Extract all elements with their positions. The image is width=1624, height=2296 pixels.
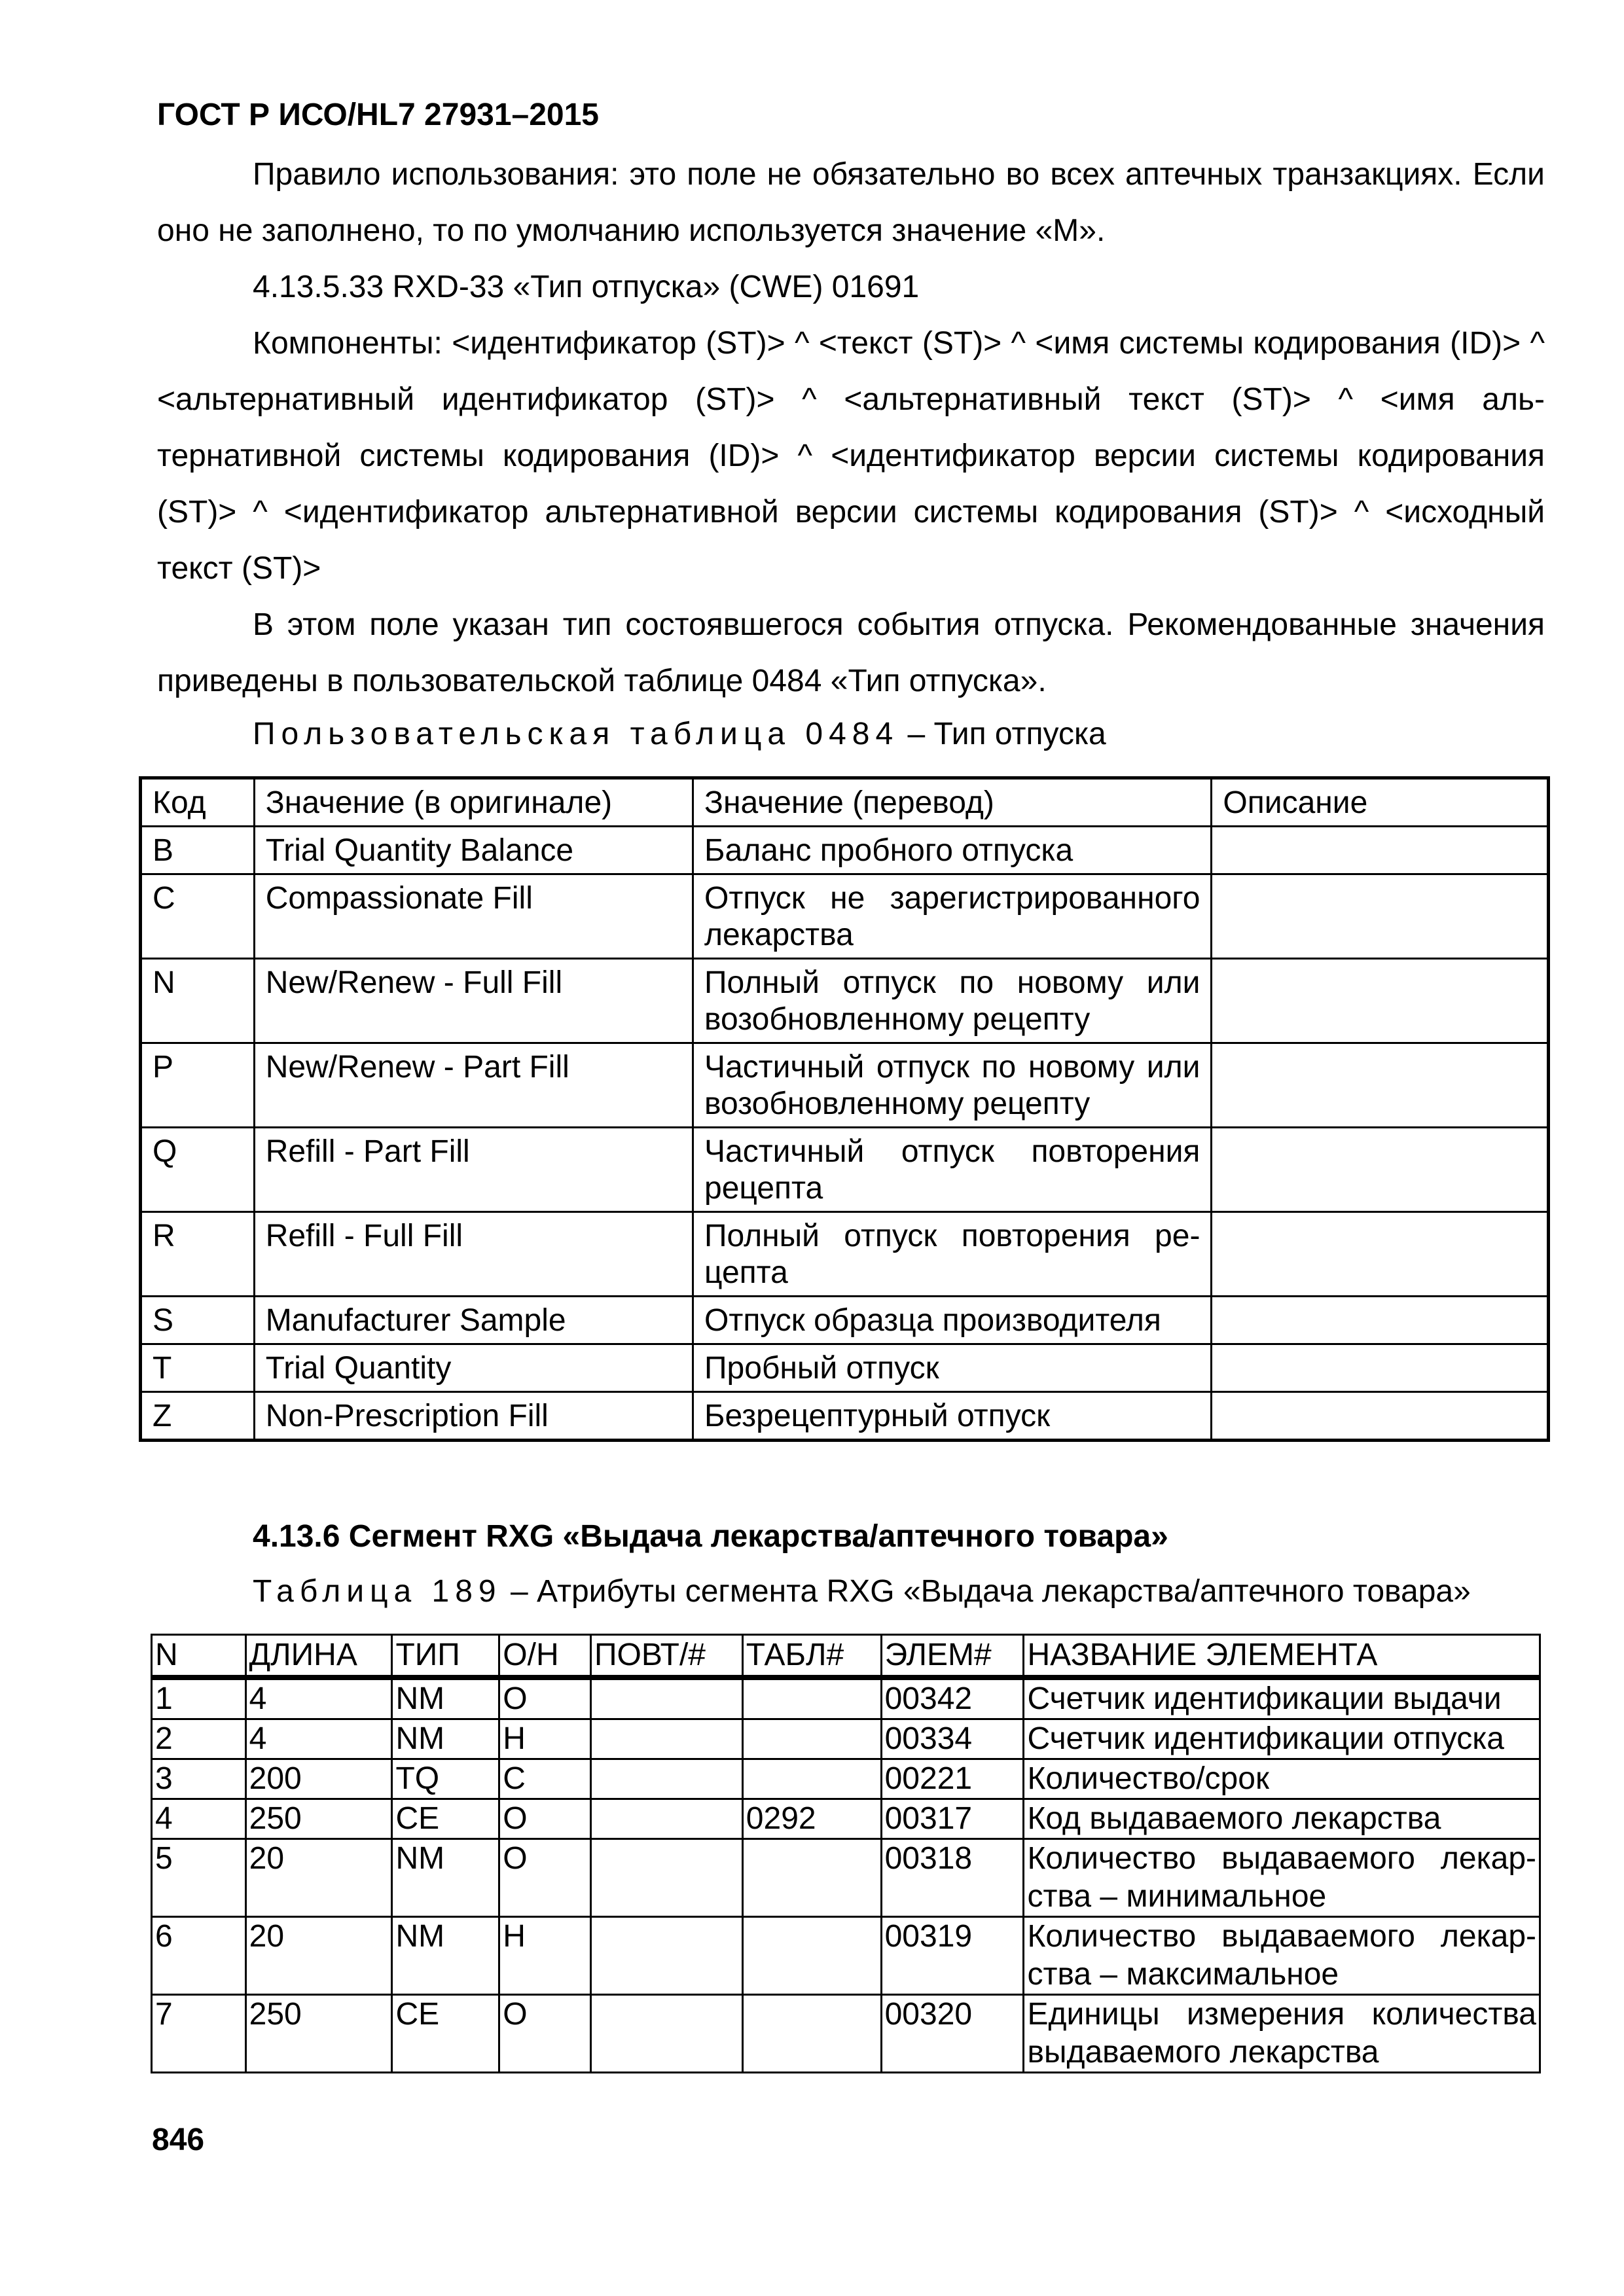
table-cell xyxy=(1212,1043,1549,1128)
table-cell: O xyxy=(499,1677,591,1719)
table-cell: 00317 xyxy=(881,1799,1024,1839)
table-row xyxy=(141,1297,1549,1344)
table-cell: CE xyxy=(392,1799,499,1839)
table-caption xyxy=(253,1573,1471,1610)
table-cell: 5 xyxy=(152,1839,246,1917)
table-cell: Отпуск не зарегистрированного лекарства xyxy=(693,874,1212,959)
table-cell: Отпуск образца производителя xyxy=(693,1297,1212,1344)
table-header-cell: Значение (в оригинале) xyxy=(254,778,693,827)
table-caption-label: Таблица 189 xyxy=(253,1574,502,1609)
table-cell: 00334 xyxy=(881,1719,1024,1759)
table-cell: Compassionate Fill xyxy=(254,874,693,959)
table-caption-title: – Тип отпуска xyxy=(899,717,1106,751)
table-cell: Количество/срок xyxy=(1024,1759,1540,1799)
table-cell: Trial Quantity xyxy=(254,1344,693,1392)
table-cell: R xyxy=(141,1212,255,1297)
table-cell xyxy=(1212,1128,1549,1212)
table-cell: New/Renew - Part Fill xyxy=(254,1043,693,1128)
table-cell: Счетчик идентификации отпуска xyxy=(1024,1719,1540,1759)
table-row xyxy=(141,874,1549,959)
table-cell xyxy=(590,1759,742,1799)
table-cell: T xyxy=(141,1344,255,1392)
table-cell: Количество выдаваемого лекарства – минимальное xyxy=(1024,1839,1540,1917)
table-cell: 1 xyxy=(152,1677,246,1719)
table-cell: Баланс пробного отпуска xyxy=(693,827,1212,874)
table-cell: 4 xyxy=(245,1719,392,1759)
table-cell: NM xyxy=(392,1677,499,1719)
table-cell: NM xyxy=(392,1719,499,1759)
table-header-cell: N xyxy=(152,1635,246,1678)
paragraph-text: Правило использования: это поле не обязательно во всех аптечных транзакциях. Если оно не заполнено, то по умолчанию используется значение «M». xyxy=(157,157,1545,248)
table-cell: H xyxy=(499,1917,591,1995)
paragraph-text: Компоненты: <идентификатор (ST)> ^ <текст (ST)> ^ <имя системы кодирования (ID)> ^ <альтернативный идентификатор (ST)> ^ <альтернативный текст (ST)> ^ <имя альтернативной системы кодирования (ID)> ^ <идентификатор версии системы кодирования (ST)> ^ <идентификатор альтернативной версии системы кодирования (ST)> ^ <исходный текст (ST)> xyxy=(157,326,1545,586)
table-cell: 2 xyxy=(152,1719,246,1759)
table-cell: 4 xyxy=(152,1799,246,1839)
table-row xyxy=(141,1043,1549,1128)
table-caption-title: – Атрибуты сегмента RXG «Выдача лекарства/аптечного товара» xyxy=(501,1574,1471,1609)
table-caption xyxy=(253,716,1106,753)
table-row xyxy=(152,1719,1540,1759)
table-cell: O xyxy=(499,1995,591,2073)
table-cell: 7 xyxy=(152,1995,246,2073)
table-cell: New/Renew - Full Fill xyxy=(254,959,693,1043)
table-cell: Non-Prescription Fill xyxy=(254,1392,693,1441)
table-cell: 00221 xyxy=(881,1759,1024,1799)
table-header-cell: ПОВТ/# xyxy=(590,1635,742,1678)
table-cell: C xyxy=(141,874,255,959)
table-header-row xyxy=(152,1635,1540,1678)
table-header-cell: Значение (перевод) xyxy=(693,778,1212,827)
paragraph-field-description xyxy=(157,597,1545,709)
table-cell: 20 xyxy=(245,1839,392,1917)
table-cell: B xyxy=(141,827,255,874)
table-cell: Полный отпуск повторения рецепта xyxy=(693,1212,1212,1297)
table-cell xyxy=(590,1677,742,1719)
table-row xyxy=(141,1128,1549,1212)
table-row xyxy=(141,1392,1549,1441)
table-cell: Счетчик идентификации выдачи xyxy=(1024,1677,1540,1719)
table-header-cell: ТИП xyxy=(392,1635,499,1678)
table-cell: Trial Quantity Balance xyxy=(254,827,693,874)
table-cell: Manufacturer Sample xyxy=(254,1297,693,1344)
table-cell: TQ xyxy=(392,1759,499,1799)
table-row xyxy=(141,827,1549,874)
table-cell: O xyxy=(499,1799,591,1839)
table-cell: Полный отпуск по новому или возобновленному рецепту xyxy=(693,959,1212,1043)
paragraph-components xyxy=(157,315,1545,597)
table-cell: 200 xyxy=(245,1759,392,1799)
table-cell: NM xyxy=(392,1917,499,1995)
table-cell: 6 xyxy=(152,1917,246,1995)
table-cell: Единицы измерения количества выдаваемого лекарства xyxy=(1024,1995,1540,2073)
table-caption-label: Пользовательская таблица 0484 xyxy=(253,717,899,751)
table-cell xyxy=(590,1799,742,1839)
table-cell: 4 xyxy=(245,1677,392,1719)
table-cell: S xyxy=(141,1297,255,1344)
table-cell: Refill - Full Fill xyxy=(254,1212,693,1297)
table-cell: Частичный отпуск по новому или возобновленному рецепту xyxy=(693,1043,1212,1128)
table-cell xyxy=(1212,1392,1549,1441)
table-cell xyxy=(1212,827,1549,874)
paragraph-field-title xyxy=(157,259,1545,315)
table-row xyxy=(152,1995,1540,2073)
table-cell xyxy=(742,1839,881,1917)
table-row xyxy=(152,1799,1540,1839)
paragraph-text: 4.13.5.33 RXD-33 «Тип отпуска» (CWE) 01691 xyxy=(253,270,920,304)
table-cell xyxy=(1212,874,1549,959)
table-cell xyxy=(1212,1212,1549,1297)
paragraph-usage-rule xyxy=(157,147,1545,259)
table-cell xyxy=(590,1719,742,1759)
table-cell: C xyxy=(499,1759,591,1799)
paragraph-text: В этом поле указан тип состоявшегося события отпуска. Рекомендованные значения приведены в пользовательской таблице 0484 «Тип отпуска». xyxy=(157,607,1545,698)
dispense-type-table xyxy=(139,776,1550,1442)
table-cell: 00342 xyxy=(881,1677,1024,1719)
table-header-cell: Код xyxy=(141,778,255,827)
table-cell: Refill - Part Fill xyxy=(254,1128,693,1212)
document-header: ГОСТ Р ИСО/HL7 27931–2015 xyxy=(157,98,599,132)
table-cell: Код выдаваемого лекарства xyxy=(1024,1799,1540,1839)
table-row xyxy=(141,1212,1549,1297)
table-cell: Q xyxy=(141,1128,255,1212)
table-cell: Безрецептурный отпуск xyxy=(693,1392,1212,1441)
table-cell: Пробный отпуск xyxy=(693,1344,1212,1392)
table-cell xyxy=(1212,959,1549,1043)
table-row xyxy=(152,1917,1540,1995)
table-cell: CE xyxy=(392,1995,499,2073)
table-cell xyxy=(590,1917,742,1995)
table-cell: 00318 xyxy=(881,1839,1024,1917)
table-cell: 00319 xyxy=(881,1917,1024,1995)
table-cell: 00320 xyxy=(881,1995,1024,2073)
table-header-cell: Описание xyxy=(1212,778,1549,827)
table-cell: NM xyxy=(392,1839,499,1917)
table-row xyxy=(152,1677,1540,1719)
table-header-row xyxy=(141,778,1549,827)
table-cell: O xyxy=(499,1839,591,1917)
table-row xyxy=(141,959,1549,1043)
table-cell: Количество выдаваемого лекарства – максимальное xyxy=(1024,1917,1540,1995)
table-row xyxy=(152,1839,1540,1917)
table-header-cell: О/Н xyxy=(499,1635,591,1678)
table-cell xyxy=(742,1759,881,1799)
table-cell: 250 xyxy=(245,1799,392,1839)
table-header-cell: НАЗВАНИЕ ЭЛЕМЕНТА xyxy=(1024,1635,1540,1678)
table-cell xyxy=(1212,1297,1549,1344)
rxg-attributes-table xyxy=(151,1634,1541,2073)
table-cell: P xyxy=(141,1043,255,1128)
section-heading: 4.13.6 Сегмент RXG «Выдача лекарства/аптечного товара» xyxy=(253,1519,1168,1554)
table-header-cell: ТАБЛ# xyxy=(742,1635,881,1678)
table-cell: H xyxy=(499,1719,591,1759)
table-cell xyxy=(1212,1344,1549,1392)
table-cell: 250 xyxy=(245,1995,392,2073)
table-cell: N xyxy=(141,959,255,1043)
table-cell: 0292 xyxy=(742,1799,881,1839)
table-cell xyxy=(590,1839,742,1917)
table-header-cell: ДЛИНА xyxy=(245,1635,392,1678)
page-number: 846 xyxy=(152,2123,205,2157)
table-row xyxy=(141,1344,1549,1392)
table-cell: 3 xyxy=(152,1759,246,1799)
table-cell xyxy=(742,1995,881,2073)
table-cell xyxy=(742,1677,881,1719)
table-header-cell: ЭЛЕМ# xyxy=(881,1635,1024,1678)
table-cell xyxy=(590,1995,742,2073)
table-cell: Частичный отпуск повторения рецепта xyxy=(693,1128,1212,1212)
table-cell: Z xyxy=(141,1392,255,1441)
table-row xyxy=(152,1759,1540,1799)
table-cell xyxy=(742,1917,881,1995)
table-cell: 20 xyxy=(245,1917,392,1995)
table-cell xyxy=(742,1719,881,1759)
